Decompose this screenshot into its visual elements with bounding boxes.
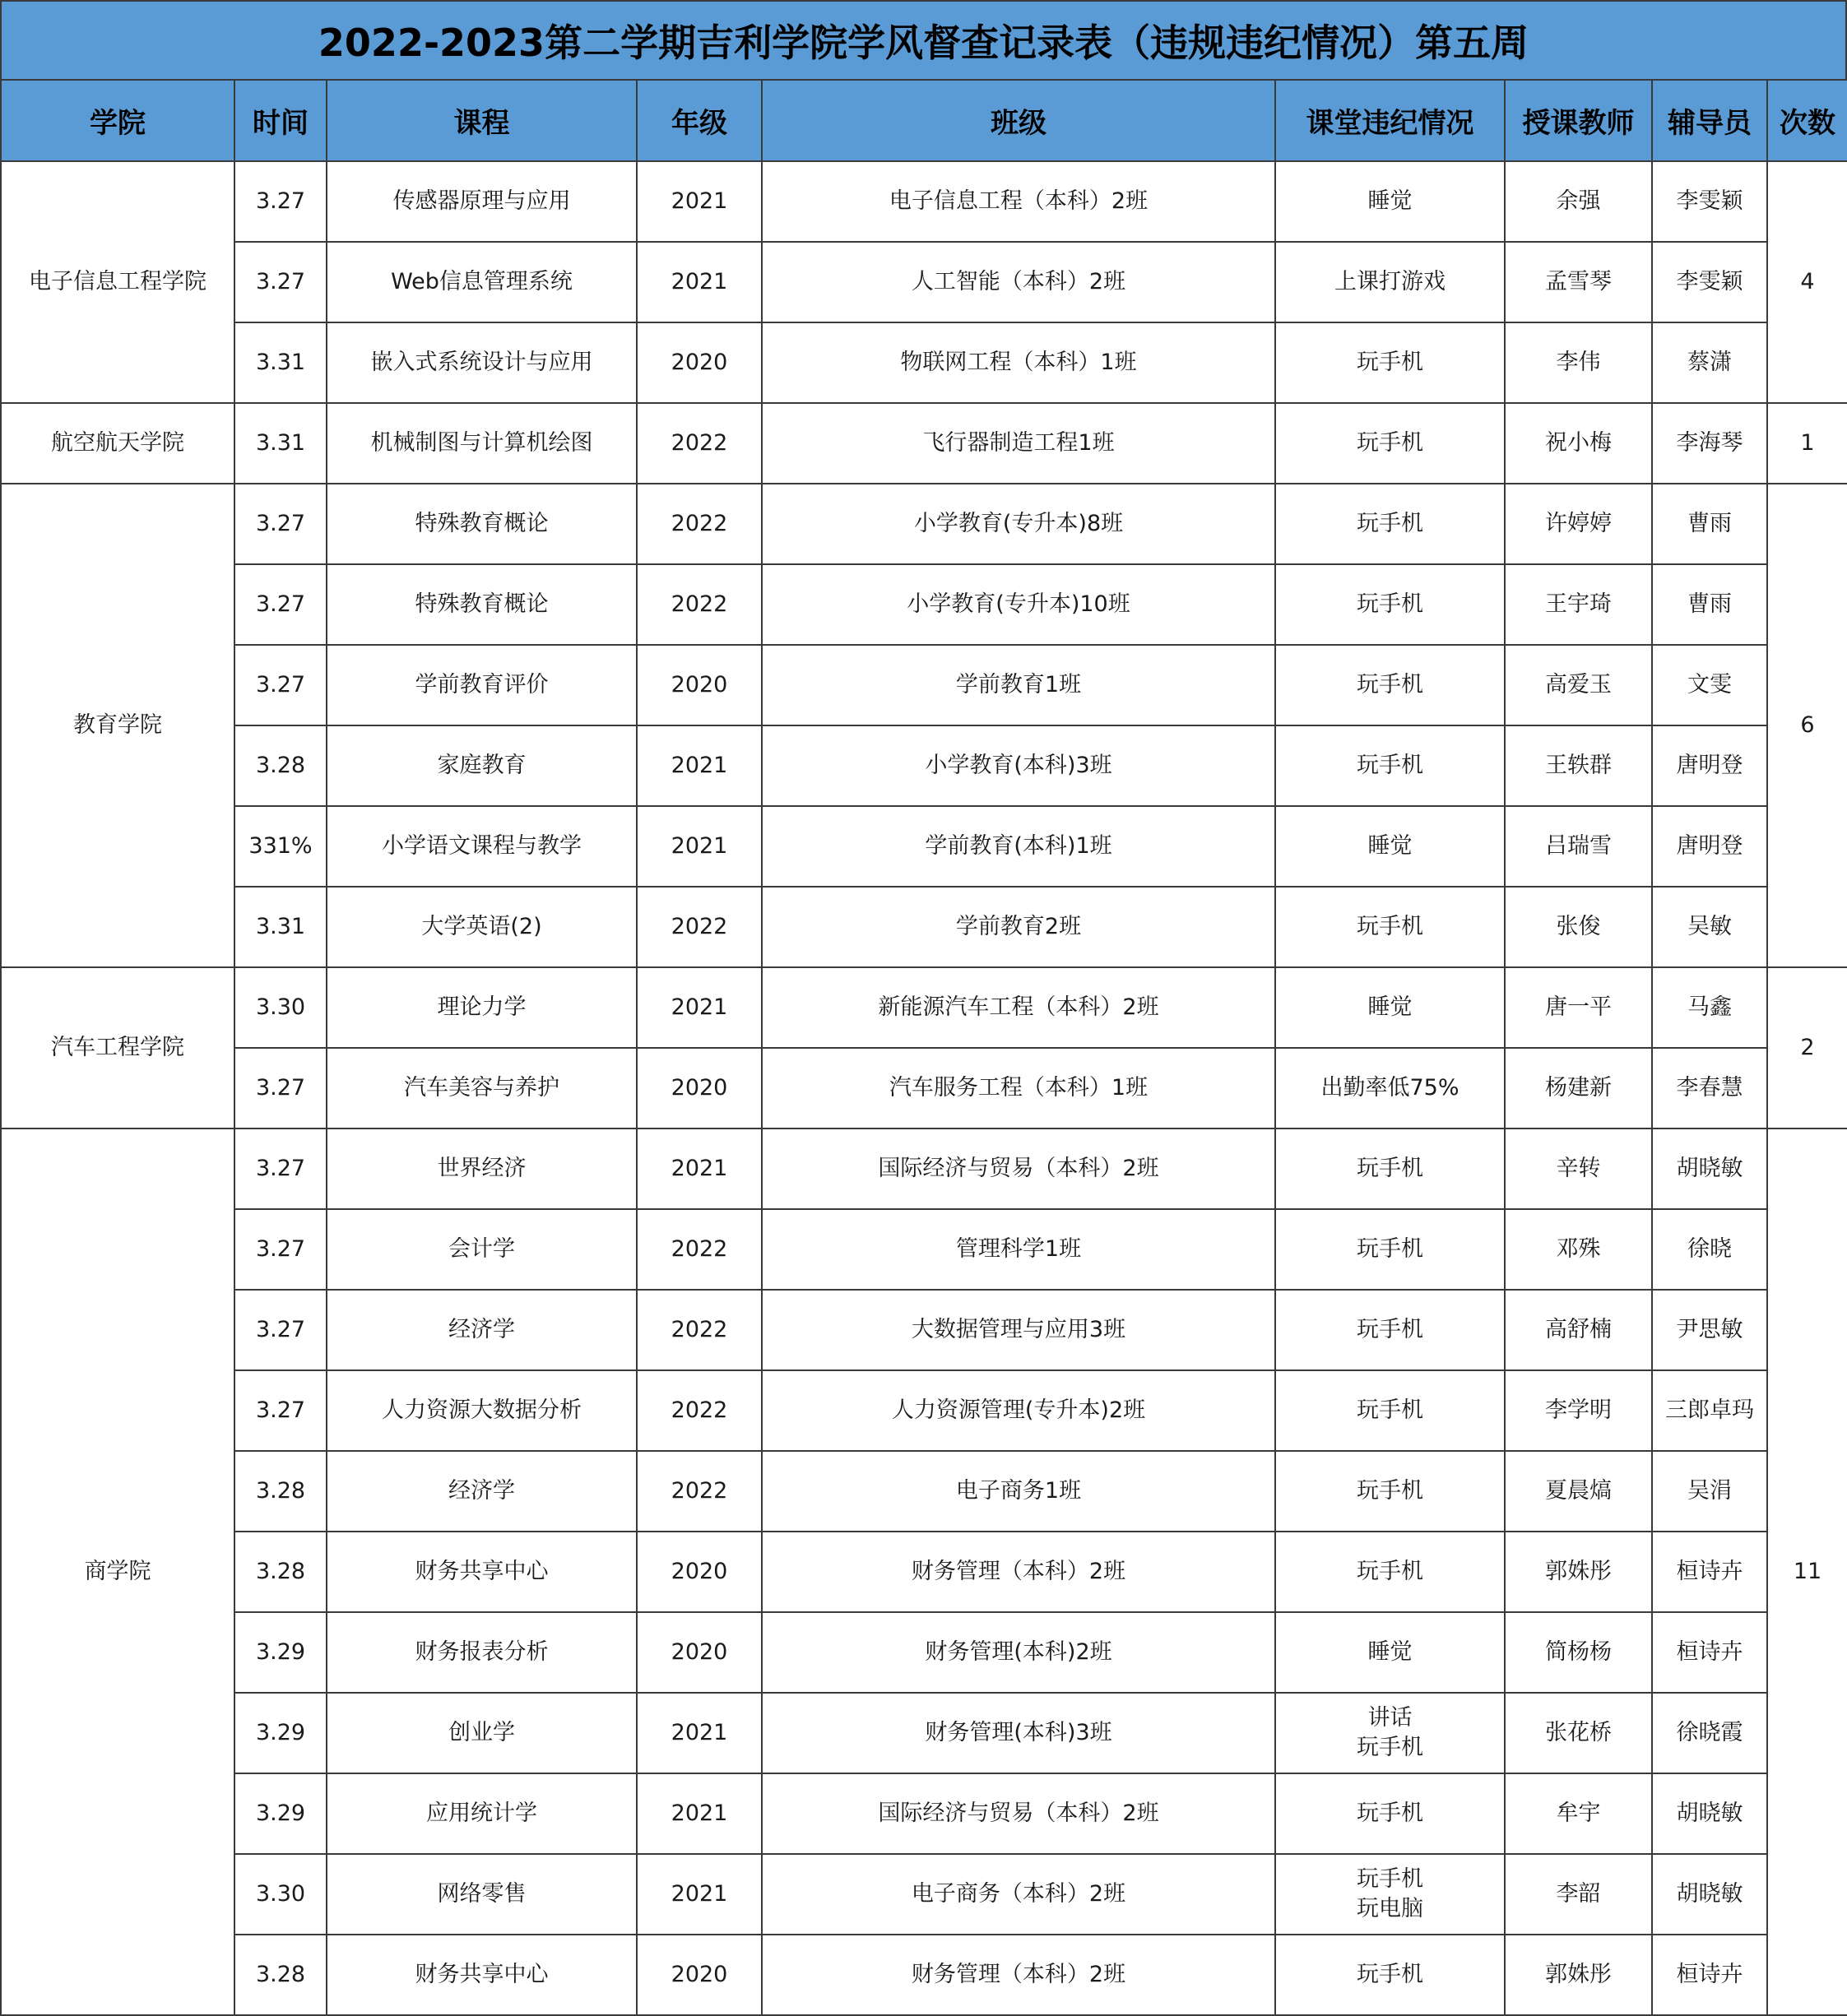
count-cell: 11: [1767, 1128, 1847, 2015]
teacher-cell: 郭姝彤: [1505, 1935, 1652, 2015]
class-cell: 管理科学1班: [762, 1209, 1275, 1290]
counselor-cell: 马鑫: [1652, 967, 1767, 1048]
violation-cell: 睡觉: [1275, 967, 1505, 1048]
table-row: [1, 1451, 1847, 1532]
counselor-cell: 吴敏: [1652, 887, 1767, 967]
count-cell: 1: [1767, 403, 1847, 484]
table-row: [1, 1693, 1847, 1773]
teacher-cell: 邓殊: [1505, 1209, 1652, 1290]
table-row: [1, 242, 1847, 322]
counselor-cell: 胡晓敏: [1652, 1773, 1767, 1854]
teacher-cell: 夏晨熇: [1505, 1451, 1652, 1532]
course-cell: 人力资源大数据分析: [327, 1370, 637, 1451]
college-cell: 教育学院: [1, 484, 234, 967]
class-cell: 小学教育(专升本)8班: [762, 484, 1275, 564]
grade-cell: 2021: [637, 161, 762, 242]
time-cell: 3.28: [234, 1451, 327, 1532]
teacher-cell: 许婷婷: [1505, 484, 1652, 564]
counselor-cell: 尹思敏: [1652, 1290, 1767, 1370]
violation-cell: 睡觉: [1275, 1612, 1505, 1693]
class-cell: 汽车服务工程（本科）1班: [762, 1048, 1275, 1128]
teacher-cell: 郭姝彤: [1505, 1532, 1652, 1612]
table-row: [1, 1209, 1847, 1290]
time-cell: 3.27: [234, 242, 327, 322]
course-cell: Web信息管理系统: [327, 242, 637, 322]
violation-cell: 玩手机: [1275, 484, 1505, 564]
course-cell: 财务共享中心: [327, 1935, 637, 2015]
teacher-cell: 张花桥: [1505, 1693, 1652, 1773]
teacher-cell: 辛转: [1505, 1128, 1652, 1209]
counselor-cell: 蔡潇: [1652, 322, 1767, 403]
time-cell: 3.27: [234, 645, 327, 725]
grade-cell: 2021: [637, 1693, 762, 1773]
table-row: [1, 967, 1847, 1048]
class-cell: 电子信息工程（本科）2班: [762, 161, 1275, 242]
violation-cell: 玩手机 玩电脑: [1275, 1854, 1505, 1935]
sheet-title: 2022-2023第二学期吉利学院学风督查记录表（违规违纪情况）第五周: [0, 0, 1847, 81]
violation-cell: 玩手机: [1275, 1290, 1505, 1370]
class-cell: 国际经济与贸易（本科）2班: [762, 1773, 1275, 1854]
violation-cell: 玩手机: [1275, 1370, 1505, 1451]
teacher-cell: 杨建新: [1505, 1048, 1652, 1128]
course-cell: 理论力学: [327, 967, 637, 1048]
course-cell: 财务报表分析: [327, 1612, 637, 1693]
time-cell: 3.29: [234, 1773, 327, 1854]
teacher-cell: 高舒楠: [1505, 1290, 1652, 1370]
table-row: [1, 1128, 1847, 1209]
time-cell: 331%: [234, 806, 327, 887]
time-cell: 3.28: [234, 1935, 327, 2015]
class-cell: 新能源汽车工程（本科）2班: [762, 967, 1275, 1048]
counselor-cell: 三郎卓玛: [1652, 1370, 1767, 1451]
course-cell: 汽车美容与养护: [327, 1048, 637, 1128]
violation-cell: 玩手机: [1275, 1209, 1505, 1290]
course-cell: 会计学: [327, 1209, 637, 1290]
table-row: [1, 1048, 1847, 1128]
grade-cell: 2020: [637, 1532, 762, 1612]
teacher-cell: 简杨杨: [1505, 1612, 1652, 1693]
college-cell: 电子信息工程学院: [1, 161, 234, 403]
counselor-cell: 吴涓: [1652, 1451, 1767, 1532]
class-cell: 财务管理(本科)2班: [762, 1612, 1275, 1693]
time-cell: 3.29: [234, 1693, 327, 1773]
time-cell: 3.28: [234, 725, 327, 806]
course-cell: 世界经济: [327, 1128, 637, 1209]
table-row: [1, 1854, 1847, 1935]
violation-cell: 玩手机: [1275, 725, 1505, 806]
grade-cell: 2021: [637, 1773, 762, 1854]
course-cell: 特殊教育概论: [327, 564, 637, 645]
table-row: [1, 645, 1847, 725]
time-cell: 3.31: [234, 403, 327, 484]
grade-cell: 2022: [637, 1370, 762, 1451]
course-cell: 应用统计学: [327, 1773, 637, 1854]
time-cell: 3.30: [234, 1854, 327, 1935]
header-teacher: 授课教师: [1505, 80, 1652, 161]
class-cell: 财务管理（本科）2班: [762, 1935, 1275, 2015]
table-row: [1, 806, 1847, 887]
class-cell: 国际经济与贸易（本科）2班: [762, 1128, 1275, 1209]
counselor-cell: 李海琴: [1652, 403, 1767, 484]
class-cell: 物联网工程（本科）1班: [762, 322, 1275, 403]
violation-cell: 玩手机: [1275, 887, 1505, 967]
time-cell: 3.28: [234, 1532, 327, 1612]
grade-cell: 2020: [637, 322, 762, 403]
counselor-cell: 文雯: [1652, 645, 1767, 725]
class-cell: 学前教育1班: [762, 645, 1275, 725]
counselor-cell: 曹雨: [1652, 484, 1767, 564]
grade-cell: 2021: [637, 967, 762, 1048]
grade-cell: 2020: [637, 1048, 762, 1128]
table-row: [1, 403, 1847, 484]
class-cell: 电子商务1班: [762, 1451, 1275, 1532]
table-row: [1, 1773, 1847, 1854]
course-cell: 小学语文课程与教学: [327, 806, 637, 887]
grade-cell: 2022: [637, 1290, 762, 1370]
counselor-cell: 李雯颖: [1652, 161, 1767, 242]
table-row: [1, 1612, 1847, 1693]
class-cell: 小学教育(专升本)10班: [762, 564, 1275, 645]
count-cell: 4: [1767, 161, 1847, 403]
violation-cell: 上课打游戏: [1275, 242, 1505, 322]
class-cell: 电子商务（本科）2班: [762, 1854, 1275, 1935]
violation-cell: 出勤率低75%: [1275, 1048, 1505, 1128]
table-row: [1, 322, 1847, 403]
violation-cell: 玩手机: [1275, 403, 1505, 484]
counselor-cell: 曹雨: [1652, 564, 1767, 645]
violation-cell: 玩手机: [1275, 1532, 1505, 1612]
count-cell: 2: [1767, 967, 1847, 1128]
time-cell: 3.27: [234, 1370, 327, 1451]
class-cell: 人工智能（本科）2班: [762, 242, 1275, 322]
course-cell: 财务共享中心: [327, 1532, 637, 1612]
grade-cell: 2020: [637, 1612, 762, 1693]
grade-cell: 2022: [637, 1209, 762, 1290]
table-row: [1, 1290, 1847, 1370]
record-rows: [1, 161, 1847, 2015]
counselor-cell: 李雯颖: [1652, 242, 1767, 322]
grade-cell: 2021: [637, 1128, 762, 1209]
header-class: 班级: [762, 80, 1275, 161]
counselor-cell: 唐明登: [1652, 725, 1767, 806]
grade-cell: 2020: [637, 645, 762, 725]
teacher-cell: 孟雪琴: [1505, 242, 1652, 322]
course-cell: 特殊教育概论: [327, 484, 637, 564]
course-cell: 网络零售: [327, 1854, 637, 1935]
counselor-cell: 桓诗卉: [1652, 1935, 1767, 2015]
header-college: 学院: [1, 80, 234, 161]
grade-cell: 2022: [637, 403, 762, 484]
teacher-cell: 唐一平: [1505, 967, 1652, 1048]
teacher-cell: 李韶: [1505, 1854, 1652, 1935]
time-cell: 3.27: [234, 1048, 327, 1128]
violation-cell: 睡觉: [1275, 161, 1505, 242]
class-cell: 小学教育(本科)3班: [762, 725, 1275, 806]
header-counselor: 辅导员: [1652, 80, 1767, 161]
class-cell: 人力资源管理(专升本)2班: [762, 1370, 1275, 1451]
college-cell: 汽车工程学院: [1, 967, 234, 1128]
violation-cell: 玩手机: [1275, 1128, 1505, 1209]
teacher-cell: 张俊: [1505, 887, 1652, 967]
table-row: [1, 1532, 1847, 1612]
counselor-cell: 徐晓: [1652, 1209, 1767, 1290]
class-cell: 学前教育(本科)1班: [762, 806, 1275, 887]
course-cell: 创业学: [327, 1693, 637, 1773]
teacher-cell: 李伟: [1505, 322, 1652, 403]
record-table: [0, 79, 1847, 2016]
table-row: [1, 725, 1847, 806]
header-grade: 年级: [637, 80, 762, 161]
header-count: 次数: [1767, 80, 1847, 161]
time-cell: 3.31: [234, 887, 327, 967]
header-course: 课程: [327, 80, 637, 161]
teacher-cell: 王轶群: [1505, 725, 1652, 806]
teacher-cell: 高爱玉: [1505, 645, 1652, 725]
time-cell: 3.31: [234, 322, 327, 403]
course-cell: 经济学: [327, 1451, 637, 1532]
table-row: [1, 161, 1847, 242]
header-row: [1, 80, 1847, 161]
class-cell: 飞行器制造工程1班: [762, 403, 1275, 484]
course-cell: 嵌入式系统设计与应用: [327, 322, 637, 403]
time-cell: 3.27: [234, 1128, 327, 1209]
teacher-cell: 李学明: [1505, 1370, 1652, 1451]
time-cell: 3.27: [234, 564, 327, 645]
class-cell: 财务管理（本科）2班: [762, 1532, 1275, 1612]
teacher-cell: 祝小梅: [1505, 403, 1652, 484]
grade-cell: 2022: [637, 564, 762, 645]
violation-cell: 玩手机: [1275, 1935, 1505, 2015]
grade-cell: 2022: [637, 887, 762, 967]
grade-cell: 2022: [637, 1451, 762, 1532]
time-cell: 3.27: [234, 1209, 327, 1290]
counselor-cell: 桓诗卉: [1652, 1532, 1767, 1612]
grade-cell: 2021: [637, 725, 762, 806]
teacher-cell: 余强: [1505, 161, 1652, 242]
header-violation: 课堂违纪情况: [1275, 80, 1505, 161]
grade-cell: 2021: [637, 806, 762, 887]
course-cell: 经济学: [327, 1290, 637, 1370]
violation-cell: 玩手机: [1275, 1451, 1505, 1532]
violation-cell: 玩手机: [1275, 564, 1505, 645]
time-cell: 3.29: [234, 1612, 327, 1693]
time-cell: 3.30: [234, 967, 327, 1048]
violation-cell: 玩手机: [1275, 645, 1505, 725]
grade-cell: 2022: [637, 484, 762, 564]
course-cell: 家庭教育: [327, 725, 637, 806]
teacher-cell: 吕瑞雪: [1505, 806, 1652, 887]
time-cell: 3.27: [234, 1290, 327, 1370]
counselor-cell: 徐晓霞: [1652, 1693, 1767, 1773]
college-cell: 航空航天学院: [1, 403, 234, 484]
course-cell: 大学英语(2): [327, 887, 637, 967]
course-cell: 学前教育评价: [327, 645, 637, 725]
violation-cell: 玩手机: [1275, 322, 1505, 403]
class-cell: 学前教育2班: [762, 887, 1275, 967]
violation-cell: 讲话 玩手机: [1275, 1693, 1505, 1773]
table-row: [1, 887, 1847, 967]
violation-cell: 睡觉: [1275, 806, 1505, 887]
violation-cell: 玩手机: [1275, 1773, 1505, 1854]
grade-cell: 2021: [637, 242, 762, 322]
class-cell: 大数据管理与应用3班: [762, 1290, 1275, 1370]
header-time: 时间: [234, 80, 327, 161]
table-row: [1, 564, 1847, 645]
grade-cell: 2021: [637, 1854, 762, 1935]
college-cell: 商学院: [1, 1128, 234, 2015]
counselor-cell: 胡晓敏: [1652, 1854, 1767, 1935]
time-cell: 3.27: [234, 484, 327, 564]
counselor-cell: 李春慧: [1652, 1048, 1767, 1128]
time-cell: 3.27: [234, 161, 327, 242]
counselor-cell: 桓诗卉: [1652, 1612, 1767, 1693]
grade-cell: 2020: [637, 1935, 762, 2015]
table-row: [1, 484, 1847, 564]
table-row: [1, 1935, 1847, 2015]
counselor-cell: 胡晓敏: [1652, 1128, 1767, 1209]
class-cell: 财务管理(本科)3班: [762, 1693, 1275, 1773]
course-cell: 机械制图与计算机绘图: [327, 403, 637, 484]
count-cell: 6: [1767, 484, 1847, 967]
course-cell: 传感器原理与应用: [327, 161, 637, 242]
counselor-cell: 唐明登: [1652, 806, 1767, 887]
teacher-cell: 王宇琦: [1505, 564, 1652, 645]
teacher-cell: 牟宇: [1505, 1773, 1652, 1854]
table-row: [1, 1370, 1847, 1451]
